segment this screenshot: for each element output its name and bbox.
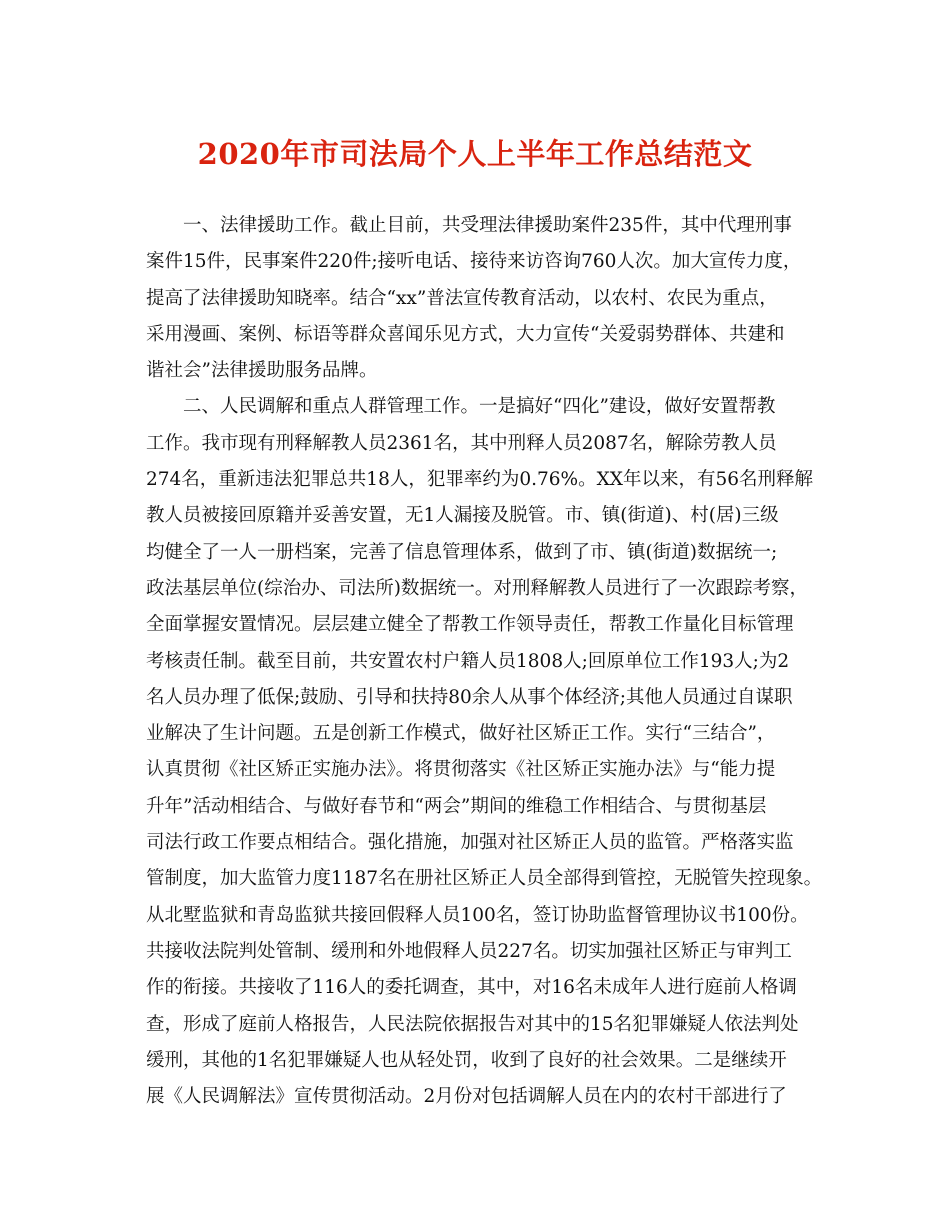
paragraph-line: 认真贯彻《社区矫正实施办法》。将贯彻落实《社区矫正实施办法》与“能力提 (146, 759, 776, 781)
paragraph-line: 业解决了生计问题。五是创新工作模式，做好社区矫正工作。实行“三结合”， (146, 723, 776, 745)
paragraph-line: 缓刑，其他的1名犯罪嫌疑人也从轻处罚，收到了良好的社会效果。二是继续开 (146, 1049, 787, 1071)
paragraph-line: 谐社会”法律援助服务品牌。 (146, 360, 378, 382)
paragraph-line: 名人员办理了低保;鼓励、引导和扶持80余人从事个体经济;其他人员通过自谋职 (146, 686, 793, 708)
paragraph-line: 司法行政工作要点相结合。强化措施，加强对社区矫正人员的监管。严格落实监 (146, 832, 794, 854)
paragraph-line: 查，形成了庭前人格报告，人民法院依据报告对其中的15名犯罪嫌疑人依法判处 (146, 1013, 799, 1035)
paragraph-line: 案件15件，民事案件220件;接听电话、接待来访咨询760人次。加大宣传力度， (146, 251, 802, 273)
paragraph-line: 一、法律援助工作。截止目前，共受理法律援助案件235件，其中代理刑事 (183, 215, 792, 236)
paragraph-line: 展《人民调解法》宣传贯彻活动。2月份对包括调解人员在内的农村干部进行了 (146, 1086, 787, 1108)
paragraph-line: 二、人民调解和重点人群管理工作。一是搞好“四化”建设，做好安置帮教 (183, 396, 776, 418)
document-body (146, 208, 836, 1115)
paragraph-line: 全面掌握安置情况。层层建立健全了帮教工作领导责任，帮教工作量化目标管理 (146, 614, 794, 636)
paragraph-line: 政法基层单位(综治办、司法所)数据统一。对刑释解教人员进行了一次跟踪考察， (146, 577, 808, 599)
paragraph-line: 提高了法律援助知晓率。结合“xx”普法宣传教育活动，以农村、农民为重点， (146, 287, 778, 309)
paragraph-line: 管制度，加大监管力度1187名在册社区矫正人员全部得到管控，无脱管失控现象。 (146, 868, 823, 890)
paragraph-line: 均健全了一人一册档案，完善了信息管理体系，做到了市、镇(街道)数据统一; (146, 541, 778, 563)
paragraph-line: 采用漫画、案例、标语等群众喜闻乐见方式，大力宣传“关爱弱势群体、共建和 (146, 323, 785, 345)
document-title: 2020年市司法局个人上半年工作总结范文 (197, 137, 753, 171)
paragraph-line: 共接收法院判处管制、缓刑和外地假释人员227名。切实加强社区矫正与审判工 (146, 940, 792, 962)
paragraph-line: 教人员被接回原籍并妥善安置，无1人漏接及脱管。市、镇(街道)、村(居)三级 (146, 505, 779, 527)
paragraph-line: 274名，重新违法犯罪总共18人，犯罪率约为0.76%。XX年以来，有56名刑释解 (146, 469, 814, 491)
paragraph-line: 从北墅监狱和青岛监狱共接回假释人员100名，签订协助监督管理协议书100份。 (146, 904, 809, 926)
paragraph-line: 作的衔接。共接收了116人的委托调查，其中，对16名未成年人进行庭前人格调 (146, 977, 797, 999)
paragraph-line: 考核责任制。截至目前，共安置农村户籍人员1808人;回原单位工作193人;为2 (146, 650, 790, 672)
paragraph-line: 升年”活动相结合、与做好春节和“两会”期间的维稳工作相结合、与贯彻基层 (146, 795, 767, 817)
paragraph-line: 工作。我市现有刑释解教人员2361名，其中刑释人员2087名，解除劳教人员 (146, 432, 777, 454)
